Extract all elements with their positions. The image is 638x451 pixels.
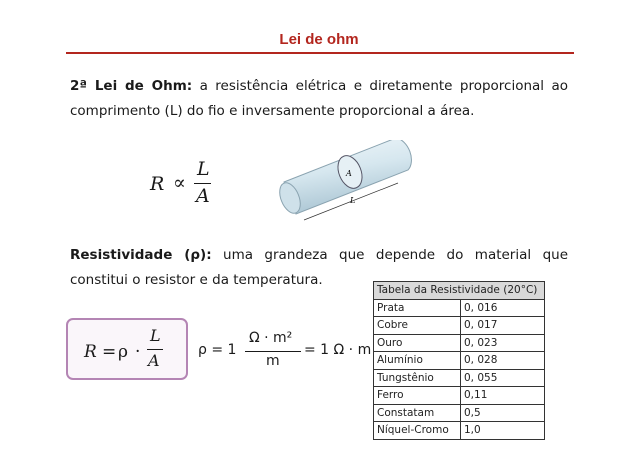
formula-dot: · xyxy=(135,342,141,362)
formula-numerator: L xyxy=(150,326,161,345)
material-cell: Constatam xyxy=(374,404,461,422)
unit-result: = 1 Ω · m xyxy=(304,342,372,358)
resistivity-label: Resistividade (ρ): xyxy=(70,247,212,263)
table-header-row xyxy=(374,282,545,300)
proportional-symbol: ∝ xyxy=(173,172,186,194)
table-row xyxy=(374,317,545,335)
page-title: Lei de ohm xyxy=(279,31,359,48)
formula-r: R xyxy=(84,342,97,362)
value-cell: 0, 028 xyxy=(461,352,545,370)
value-cell: 0, 017 xyxy=(461,317,545,335)
value-cell: 0,11 xyxy=(461,387,545,405)
proportion-numerator: L xyxy=(197,158,210,180)
value-cell: 0, 055 xyxy=(461,369,545,387)
resistivity-text: uma grandeza que depende do material que constitui o resistor e da temperatura. xyxy=(70,247,568,288)
unit-fraction-bar xyxy=(245,351,301,352)
title-underline xyxy=(66,52,574,54)
value-cell: 0, 023 xyxy=(461,334,545,352)
fraction-bar xyxy=(194,183,211,184)
second-ohm-law-text: a resistência elétrica e diretamente proporcional ao comprimento (L) do fio e inversamente proporcional a área. xyxy=(70,78,568,119)
value-cell: 0,5 xyxy=(461,404,545,422)
wire-cylinder-diagram xyxy=(270,140,420,222)
resistivity-table xyxy=(373,281,545,440)
table-row xyxy=(374,334,545,352)
unit-rho-eq: ρ = 1 xyxy=(198,342,237,358)
unit-denominator: m xyxy=(266,353,280,369)
table-row xyxy=(374,422,545,440)
length-label: L xyxy=(350,196,356,205)
table-row xyxy=(374,387,545,405)
table-row xyxy=(374,352,545,370)
proportion-denominator: A xyxy=(196,185,210,207)
table-row xyxy=(374,369,545,387)
formula-rho: ρ xyxy=(118,342,128,362)
second-ohm-law-paragraph xyxy=(70,74,568,124)
material-cell: Alumínio xyxy=(374,352,461,370)
value-cell: 0, 016 xyxy=(461,299,545,317)
formula-equals: = xyxy=(102,342,117,362)
formula-fraction-bar xyxy=(147,349,163,350)
material-cell: Prata xyxy=(374,299,461,317)
material-cell: Níquel-Cromo xyxy=(374,422,461,440)
table-row xyxy=(374,404,545,422)
value-cell: 1,0 xyxy=(461,422,545,440)
area-label: A xyxy=(346,169,352,178)
second-ohm-law-label: 2ª Lei de Ohm: xyxy=(70,78,193,94)
proportion-formula xyxy=(150,158,220,208)
material-cell: Ouro xyxy=(374,334,461,352)
material-cell: Cobre xyxy=(374,317,461,335)
unit-numerator: Ω · m² xyxy=(249,330,293,346)
resistivity-unit-equation xyxy=(198,330,372,374)
material-cell: Tungstênio xyxy=(374,369,461,387)
table-header: Tabela da Resistividade (20°C) xyxy=(374,282,545,300)
proportion-r: R xyxy=(150,173,165,195)
formula-denominator: A xyxy=(148,351,160,370)
table-row xyxy=(374,299,545,317)
material-cell: Ferro xyxy=(374,387,461,405)
resistance-formula-box xyxy=(66,318,188,380)
